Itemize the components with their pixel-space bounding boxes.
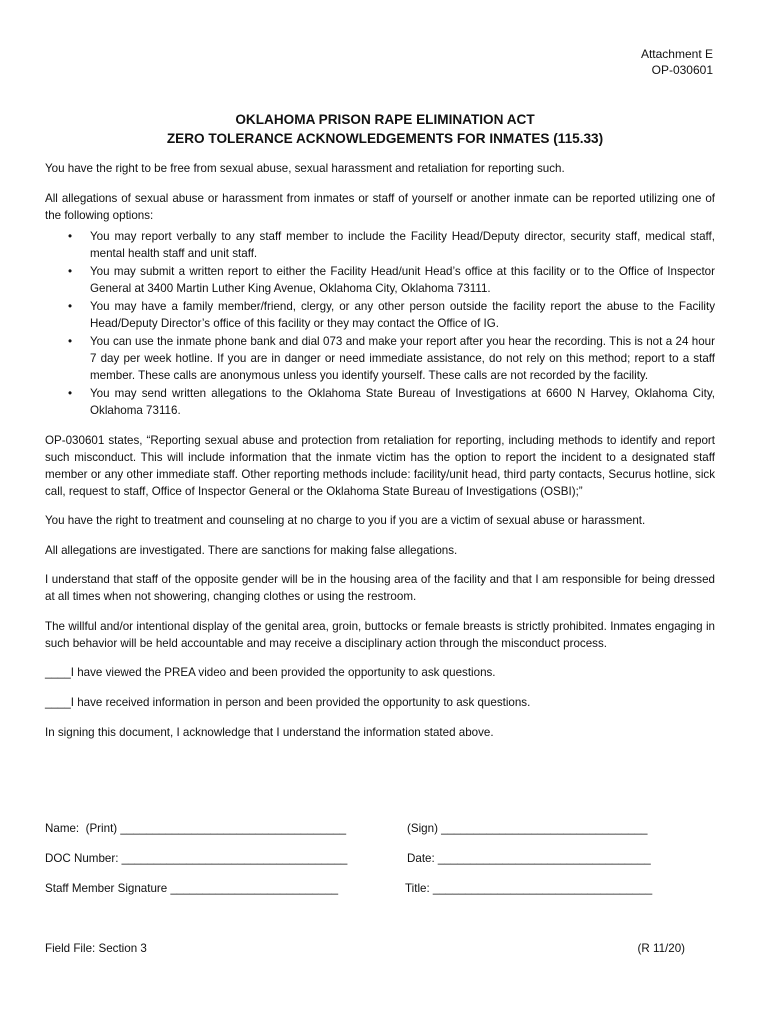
paragraph-right-to-be-free: You have the right to be free from sexual abuse, sexual harassment and retaliation for reporting such.: [45, 162, 565, 175]
title-line-2: ZERO TOLERANCE ACKNOWLEDGEMENTS FOR INMATES (115.33): [166, 131, 604, 146]
sign-field[interactable]: (Sign) ________________________________: [407, 822, 648, 835]
list-item-text: You may send written allegations to the Oklahoma State Bureau of Investigations at 6600 N Harvey, Oklahoma City, Oklahoma 73116.: [90, 386, 715, 417]
document-title: [0, 110, 770, 148]
paragraph-op-statement: OP-030601 states, “Reporting sexual abuse and protection from retaliation for reporting, including methods to identify and report such misconduct. This will include information that the inmate victim has the option to report the incident to a designated staff member or any other immediate staff. Other reporting methods include: facility/unit head, third party contacts, Securus hotline, sick call, request to staff, Office of Inspector General or the Oklahoma State Bureau of Investigations (OSBI);”: [45, 433, 715, 498]
bullet-icon: •: [68, 299, 73, 313]
doc-number-field[interactable]: DOC Number: ___________________________________: [45, 852, 348, 865]
bullet-icon: •: [68, 229, 73, 243]
paragraph-allegations: All allegations of sexual abuse or harassment from inmates or staff of yourself or another inmate can be reported utilizing one of the following options:: [45, 191, 715, 222]
attachment-label: Attachment E: [640, 47, 713, 61]
field-file-label: Field File: Section 3: [45, 942, 147, 955]
bullet-icon: •: [68, 334, 73, 348]
list-item: [45, 298, 715, 332]
paragraph-acknowledge: In signing this document, I acknowledge that I understand the information stated above.: [45, 726, 494, 739]
ack-in-person-info[interactable]: ____I have received information in person and been provided the opportunity to ask questions.: [45, 696, 531, 709]
revision-label: (R 11/20): [637, 942, 685, 955]
document-body: [45, 160, 715, 754]
list-item-text: You may report verbally to any staff member to include the Facility Head/Deputy director, security staff, medical staff, mental health staff and unit staff.: [90, 229, 715, 260]
paragraph-opposite-gender: I understand that staff of the opposite gender will be in the housing area of the facility and that I am responsible for being dressed at all times when not showering, changing clothes or using the restroom.: [45, 573, 715, 603]
list-item-text: You can use the inmate phone bank and dial 073 and make your report after you hear the recording. This is not a 24 hour 7 day per week hotline. If you are in danger or need immediate assistance, do not rely on this method; report to a staff member. These calls are anonymous unless you identify yourself. These calls are not recorded by the facility.: [90, 334, 715, 382]
list-item: [45, 228, 715, 262]
date-field[interactable]: Date: _________________________________: [407, 852, 651, 865]
title-field[interactable]: Title: __________________________________: [405, 882, 653, 895]
staff-signature-field[interactable]: Staff Member Signature __________________________: [45, 882, 339, 895]
paragraph-investigated: All allegations are investigated. There are sanctions for making false allegations.: [45, 543, 458, 557]
list-item-text: You may have a family member/friend, clergy, or any other person outside the facility report the abuse to the Facility Head/Deputy Director’s office of this facility or they may contact the Office of IG.: [90, 299, 715, 330]
list-item: [45, 333, 715, 384]
list-item: [45, 263, 715, 297]
name-print-field[interactable]: Name: (Print) ___________________________________: [45, 822, 347, 835]
attachment-header: [641, 46, 713, 78]
ack-prea-video[interactable]: ____I have viewed the PREA video and been provided the opportunity to ask questions.: [45, 666, 496, 679]
paragraph-treatment: You have the right to treatment and counseling at no charge to you if you are a victim of sexual abuse or harassment.: [45, 514, 646, 527]
reporting-options-list: [45, 228, 715, 419]
bullet-icon: •: [68, 386, 73, 400]
title-line-1: OKLAHOMA PRISON RAPE ELIMINATION ACT: [235, 112, 535, 127]
list-item-text: You may submit a written report to either the Facility Head/unit Head’s office at this facility or to the Office of Inspector General at 3400 Martin Luther King Avenue, Oklahoma City, Oklahoma 73111.: [90, 264, 715, 295]
op-number: OP-030601: [651, 63, 713, 77]
paragraph-display-prohibited: The willful and/or intentional display of the genital area, groin, buttocks or female breasts is strictly prohibited. Inmates engaging in such behavior will be held accountable and may receive a disciplinary action through the misconduct process.: [45, 619, 715, 650]
bullet-icon: •: [68, 264, 73, 278]
list-item: [45, 385, 715, 419]
